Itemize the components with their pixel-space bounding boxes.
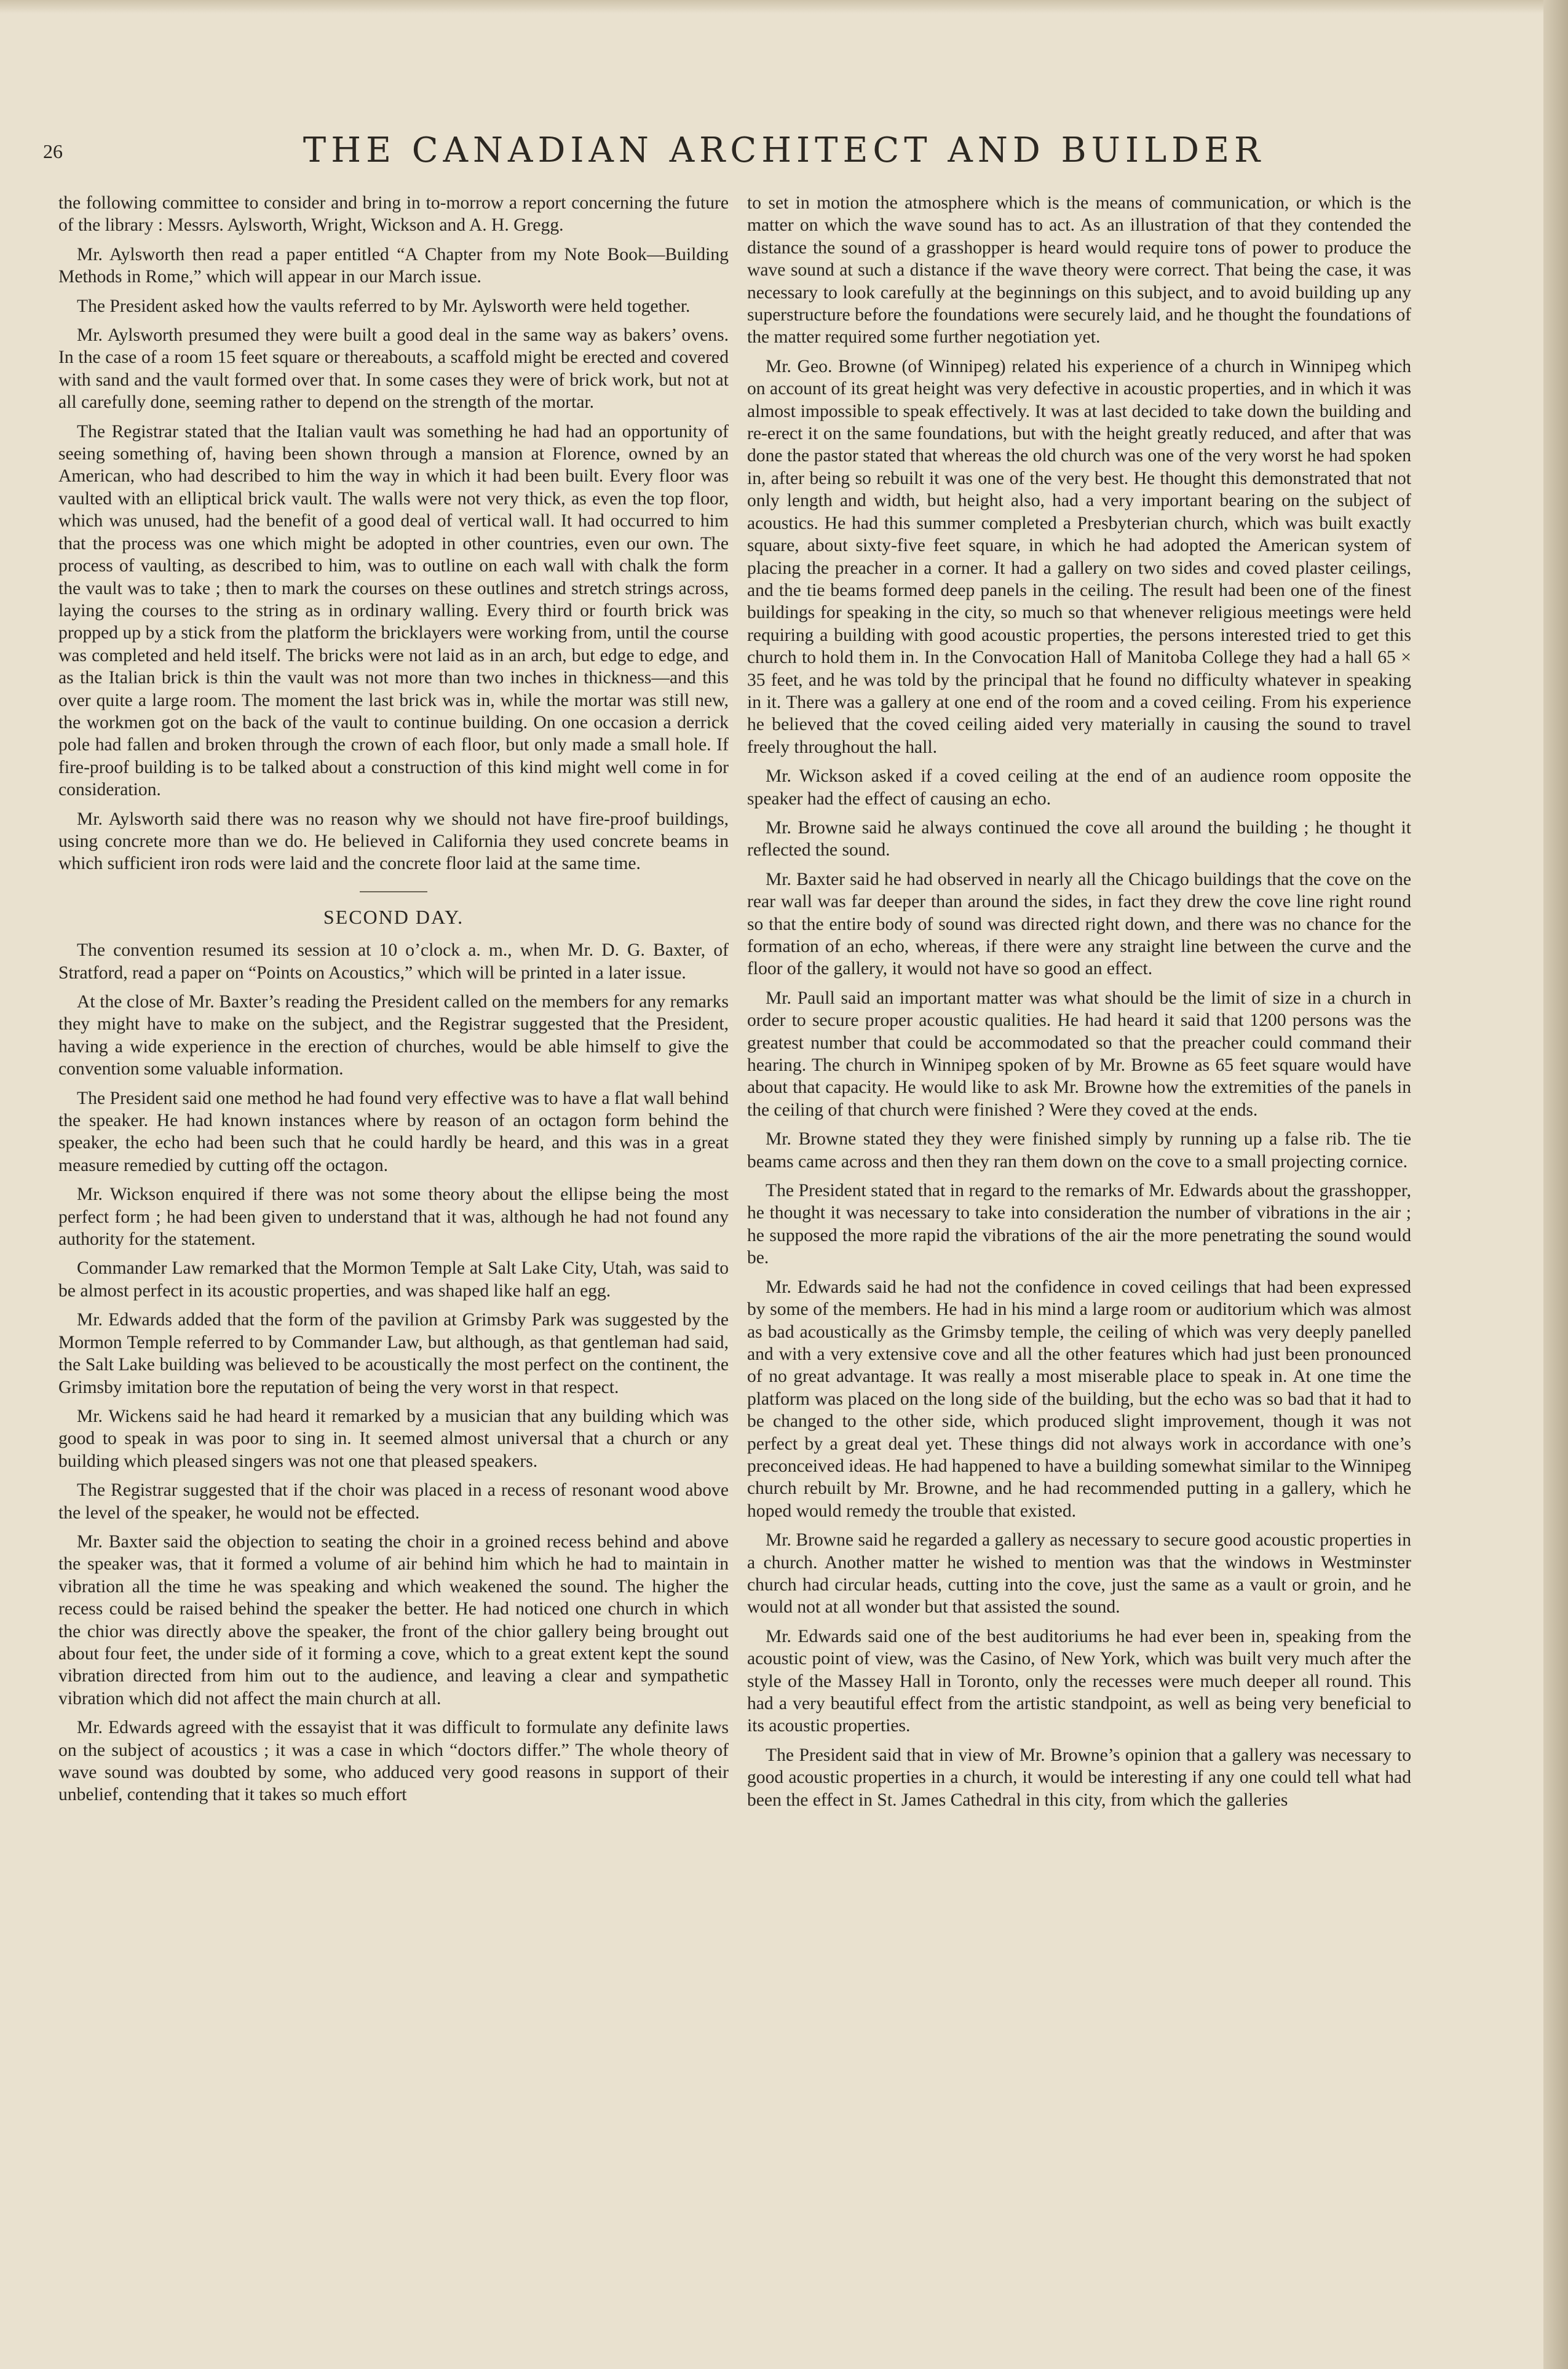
running-head: THE CANADIAN ARCHITECT AND BUILDER	[303, 130, 1265, 170]
paragraph: Mr. Browne said he always continued the cove all around the building ; he thought it reflected the sound.	[747, 817, 1411, 860]
paragraph: Mr. Paull said an important matter was what should be the limit of size in a church in order to secure proper acoustic qualities. He had heard it said that 1200 persons was the greatest number that could be accommodated so that the preacher could command their hearing. The church in Winnipeg spoken of by Mr. Browne as 65 feet square would have about that capacity. He would like to ask Mr. Browne how the extremities of the panels in the ceiling of that church were finished ? Were they coved at the ends.	[747, 988, 1411, 1120]
paragraph: Mr. Browne said he regarded a gallery as necessary to secure good acoustic properties in a church. Another matter he wished to mention was that the windows in Westminster church had circular heads, cutting into the cove, just the same as a vault or groin, and he would not at all wonder but that assisted the sound.	[747, 1530, 1411, 1617]
paragraph: The President asked how the vaults referred to by Mr. Aylsworth were held together.	[77, 296, 691, 316]
paragraph: The Registrar suggested that if the choir was placed in a recess of resonant wood above the level of the speaker, he would not be effected.	[58, 1480, 729, 1523]
paragraph: Mr. Aylsworth presumed they were built a good deal in the same way as bakers’ ovens. In the case of a room 15 feet square or thereabouts, a scaffold might be erected and covered with sand and the vault formed over that. In some cases they were of brick work, but not at all carefully done, seeming rather to depend on the strength of the mortar.	[58, 325, 729, 413]
paragraph: Mr. Aylsworth then read a paper entitled “A Chapter from my Note Book—Building Methods in Rome,” which will appear in our March issue.	[58, 244, 729, 287]
paragraph: Mr. Baxter said the objection to seating the choir in a groined recess behind and above the speaker was, that it formed a volume of air behind him which he had to maintain in vibration all the time he was speaking and which weakened the sound. The higher the recess could be raised behind the speaker the better. He had noticed one church in which the chior was directly above the speaker, the front of the chior gallery being brought out about four feet, the under side of it forming a cove, which to a great extent kept the sound vibration directed from him out to the audience, and leaving a clear and sympathetic vibration which did not affect the main church at all.	[58, 1531, 729, 1708]
paragraph: the following committee to consider and bring in to-morrow a report concerning the future of the library : Messrs. Aylsworth, Wright, Wickson and A. H. Gregg.	[58, 193, 729, 236]
page-number: 26	[43, 140, 63, 162]
paragraph: The Registrar stated that the Italian vault was something he had had an opportunity of seeing something of, having been shown through a mansion at Florence, owned by an American, who had described to him the way in which it had been built. Every floor was vaulted with an elliptical brick vault. The walls were not very thick, as even the top floor, which was unused, had the benefit of a good deal of vertical wall. It had occurred to him that the process was one which might be adopted in other countries, even our own. The process of vaulting, as described to him, was to outline on each wall with chalk the form the vault was to take ; then to mark the courses on these outlines and stretch strings across, laying the courses to the string as in ordinary walling. Every third or fourth brick was propped up by a stick from the platform the bricklayers were working from, until the course was completed and held itself. The bricks were not laid as in an arch, but edge to edge, and as the Italian brick is thin the vault was not more than two inches in thickness—and this over quite a large room. The moment the last brick was in, while the mortar was still new, the workmen got on the back of the vault to continue building. On one occasion a derrick pole had fallen and broken through the crown of each floor, but only made a small hole. If fire-proof building is to be talked about a construction of this kind might well come in for consideration.	[58, 421, 729, 800]
paragraph: The President said one method he had found very effective was to have a flat wall behind the speaker. He had known instances where by reason of an octagon form behind the speaker, the echo had been such that he could hardly be heard, and this was in a great measure remedied by cutting off the octagon.	[58, 1088, 729, 1175]
paragraph: Mr. Wickson enquired if there was not some theory about the ellipse being the most perfect form ; he had been given to understand that it was, although he had not found any authority for the statement.	[58, 1184, 729, 1250]
left-column	[58, 192, 729, 1813]
paragraph: At the close of Mr. Baxter’s reading the President called on the members for any remarks they might have to make on the subject, and the Registrar suggested that the President, having a wide experience in the erection of churches, would be able himself to give the convention some valuable information.	[58, 992, 729, 1079]
paragraph: Mr. Wickens said he had heard it remarked by a musician that any building which was good to speak in was poor to sing in. It seemed almost universal that a church or any building which pleased singers was not one that pleased speakers.	[58, 1406, 729, 1471]
paragraph: Mr. Edwards said he had not the confidence in coved ceilings that had been expressed by some of the members. He had in his mind a large room or auditorium which was almost as bad acoustically as the Grimsby temple, the ceiling of which was very deeply panelled and with a very extensive cove and all the other features which had just been pronounced of no great advantage. It was really a most miserable place to speak in. At one time the platform was placed on the long side of the building, but the echo was so bad that it had to be changed to the other side, which produced slight improvement, though it was not perfect by a great deal yet. These things did not always work in accordance with one’s preconceived ideas. He had happened to have a building somewhat similar to the Winnipeg church rebuilt by Mr. Browne, and he had recommended putting in a gallery, which he hoped would remedy the trouble that existed.	[747, 1277, 1411, 1521]
paragraph: The President stated that in regard to the remarks of Mr. Edwards about the grasshopper, he thought it was necessary to take into consideration the number of vibrations in the air ; he supposed the more rapid the vibrations of the air the more penetrating the sound would be.	[747, 1181, 1411, 1268]
paragraph: Commander Law remarked that the Mormon Temple at Salt Lake City, Utah, was said to be almost perfect in its acoustic properties, and was shaped like half an egg.	[58, 1258, 729, 1301]
section-divider	[360, 891, 427, 892]
paragraph: Mr. Baxter said he had observed in nearly all the Chicago buildings that the cove on the rear wall was far deeper than around the sides, in fact they drew the cove line right round so that the entire body of sound was directed right down, and there was no chance for the formation of an echo, whereas, if there were any straight line between the curve and the floor of the gallery, it would not have so good an effect.	[747, 869, 1411, 979]
paragraph: Mr. Edwards said one of the best auditoriums he had ever been in, speaking from the acoustic point of view, was the Casino, of New York, which was built very much after the style of the Massey Hall in Toronto, only the recesses were much deeper all round. This had a very beautiful effect from the artistic standpoint, as well as being very beneficial to its acoustic properties.	[747, 1626, 1411, 1736]
paragraph: Mr. Geo. Browne (of Winnipeg) related his experience of a church in Winnipeg which on account of its great height was very defective in acoustic properties, and in which it was almost impossible to speak effectively. It was at last decided to take down the building and re-erect it on the same foundations, but with the height greatly reduced, and after that was done the pastor stated that whereas the old church was one of the very worst he had spoken in, after being so rebuilt it was one of the very best. He thought this demonstrated that not only length and width, but height also, had a very important bearing on the subject of acoustics. He had this summer completed a Presbyterian church, which was built exactly square, about sixty-five feet square, in which he had adopted the American system of placing the preacher in a corner. It had a gallery on two sides and coved plaster ceilings, and the tie beams formed deep panels in the ceiling. The result had been one of the finest buildings for speaking in the city, so much so that whenever religious meetings were held requiring a building with good acoustic properties, the persons interested tried to get this church to hold them in. In the Convocation Hall of Manitoba College they had a hall 65 × 35 feet, and he was told by the principal that he found no difficulty whatever in speaking in it. There was a gallery at one end of the room and a coved ceiling. From his experience he believed that the coved ceiling aided very materially in causing the sound to travel freely throughout the hall.	[747, 356, 1411, 757]
paragraph: Mr. Edwards added that the form of the pavilion at Grimsby Park was suggested by the Mormon Temple referred to by Commander Law, but although, as that gentleman had said, the Salt Lake building was believed to be acoustically the most perfect on the continent, the Grimsby imitation bore the reputation of being the very worst in that respect.	[58, 1310, 729, 1397]
paragraph: to set in motion the atmosphere which is the means of communication, or which is the matter on which the wave sound has to act. As an illustration of that they contended the distance the sound of a grasshopper is heard would require tons of power to produce the wave sound at such a distance if the wave theory were correct. That being the case, it was necessary to look carefully at the beginnings on this subject, and to avoid building up any superstructure before the foundations were securely laid, and he thought the foundations of the matter required some further negotiation yet.	[747, 193, 1411, 347]
paragraph: The President said that in view of Mr. Browne’s opinion that a gallery was necessary to good acoustic properties in a church, it would be interesting if any one could tell what had been the effect in St. James Cathedral in this city, from which the galleries	[747, 1745, 1411, 1810]
paragraph: Mr. Aylsworth said there was no reason why we should not have fire-proof buildings, using concrete more than we do. He believed in California they used concrete beams in which sufficient iron rods were laid and the concrete floor laid at the same time.	[58, 809, 729, 874]
paragraph: Mr. Browne stated they they were finished simply by running up a false rib. The tie beams came across and then they ran them down on the cove to a small projecting cornice.	[747, 1129, 1411, 1172]
paragraph: Mr. Edwards agreed with the essayist that it was difficult to formulate any definite laws on the subject of acoustics ; it was a case in which “doctors differ.” The whole theory of wave sound was doubted by some, who adduced very good reasons in support of their unbelief, contending that it takes so much effort	[58, 1718, 729, 1805]
paragraph: The convention resumed its session at 10 o’clock a. m., when Mr. D. G. Baxter, of Stratford, read a paper on “Points on Acoustics,” which will be printed in a later issue.	[58, 940, 729, 983]
paragraph: Mr. Wickson asked if a coved ceiling at the end of an audience room opposite the speaker had the effect of causing an echo.	[747, 766, 1411, 809]
right-column	[747, 192, 1411, 1818]
page-binding-edge	[1543, 0, 1568, 2369]
section-heading: SECOND DAY.	[323, 905, 464, 928]
page-top-edge	[0, 0, 1568, 14]
